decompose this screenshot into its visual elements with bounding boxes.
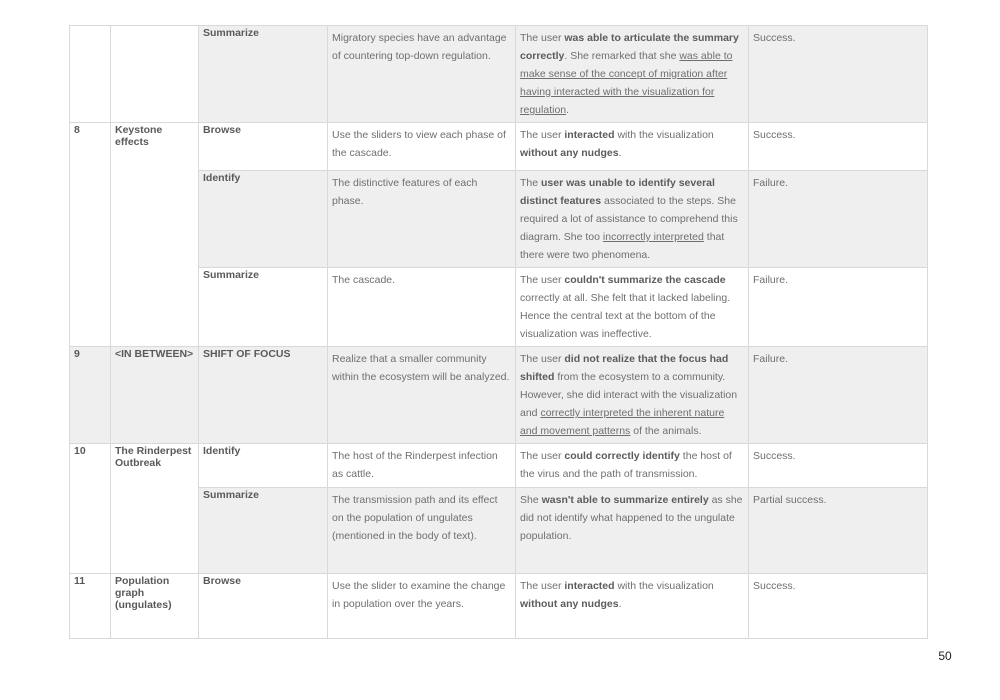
topic-cell: [111, 26, 199, 123]
table-row: [70, 26, 928, 123]
underlined-text: incorrectly interpreted: [602, 231, 704, 243]
underlined-text: was able to make sense of the concept of migration after having interacted with the visualization for regulation: [520, 50, 733, 116]
observation-cell: [516, 347, 749, 444]
emphasis-text: did not realize that the focus had shifted: [520, 353, 729, 383]
observation-text: from the ecosystem to a community. However, she did interact with the visualization and: [520, 371, 738, 419]
result-cell: Partial success.: [749, 488, 928, 574]
observation-text: The: [520, 177, 542, 189]
observation-text: associated to the steps. She required a lot of assistance to comprehend this diagram. She too: [520, 195, 738, 243]
observation-text: She: [520, 494, 542, 506]
observation-text: . She remarked that she: [564, 50, 680, 62]
goal-cell: Use the sliders to view each phase of the cascade.: [328, 123, 516, 171]
observation-text: .: [618, 598, 622, 610]
goal-cell: The transmission path and its effect on the population of ungulates (mentioned in the body of text).: [328, 488, 516, 574]
table-row: [70, 444, 928, 488]
topic-cell: Keystone effects: [111, 123, 199, 347]
goal-cell: The cascade.: [328, 268, 516, 347]
goal-cell: The host of the Rinderpest infection as cattle.: [328, 444, 516, 488]
underlined-text: correctly interpreted the inherent nature and movement patterns: [520, 407, 725, 437]
emphasis-text: user was unable to identify several distinct features: [520, 177, 715, 207]
row-number: [70, 26, 111, 123]
result-cell: Success.: [749, 444, 928, 488]
emphasis-text: without any nudges: [520, 598, 619, 610]
observation-cell: [516, 26, 749, 123]
result-cell: Failure.: [749, 347, 928, 444]
observation-cell: [516, 488, 749, 574]
task-cell: Summarize: [199, 488, 328, 574]
results-table: [69, 25, 928, 639]
result-cell: Failure.: [749, 268, 928, 347]
result-cell: Success.: [749, 574, 928, 639]
observation-cell: [516, 123, 749, 171]
page-number: 50: [938, 649, 952, 663]
goal-cell: Use the slider to examine the change in population over the years.: [328, 574, 516, 639]
table-row: [70, 347, 928, 444]
observation-text: .: [618, 147, 622, 159]
observation-text: The user: [520, 353, 565, 365]
task-cell: Browse: [199, 123, 328, 171]
result-cell: Failure.: [749, 171, 928, 268]
goal-cell: The distinctive features of each phase.: [328, 171, 516, 268]
table-row: [70, 268, 928, 347]
emphasis-text: was able to articulate the summary correctly: [520, 32, 739, 62]
observation-text: with the visualization: [614, 129, 714, 141]
observation-text: The user: [520, 32, 565, 44]
task-cell: Identify: [199, 444, 328, 488]
observation-text: with the visualization: [614, 580, 714, 592]
result-cell: Success.: [749, 26, 928, 123]
emphasis-text: interacted: [564, 129, 615, 141]
emphasis-text: interacted: [564, 580, 615, 592]
emphasis-text: could correctly identify: [564, 450, 680, 462]
topic-cell: <IN BETWEEN>: [111, 347, 199, 444]
table-row: [70, 171, 928, 268]
row-number: 10: [70, 444, 111, 574]
task-cell: Identify: [199, 171, 328, 268]
task-cell: SHIFT OF FOCUS: [199, 347, 328, 444]
row-number: 8: [70, 123, 111, 347]
observation-text: The user: [520, 450, 565, 462]
row-number: 11: [70, 574, 111, 639]
emphasis-text: wasn't able to summarize entirely: [541, 494, 709, 506]
observation-text: correctly at all. She felt that it lacked labeling. Hence the central text at the bottom of the visualization was ineffective.: [520, 292, 731, 340]
observation-text: .: [566, 104, 570, 116]
task-cell: Browse: [199, 574, 328, 639]
table-row: [70, 488, 928, 574]
observation-text: the host of the virus and the path of transmission.: [520, 450, 732, 480]
task-cell: Summarize: [199, 268, 328, 347]
row-number: 9: [70, 347, 111, 444]
observation-text: The user: [520, 129, 565, 141]
observation-text: as she did not identify what happened to the ungulate population.: [520, 494, 743, 542]
goal-cell: Realize that a smaller community within the ecosystem will be analyzed.: [328, 347, 516, 444]
observation-cell: [516, 444, 749, 488]
table-row: [70, 123, 928, 171]
topic-cell: Population graph (ungulates): [111, 574, 199, 639]
observation-cell: [516, 574, 749, 639]
observation-text: that there were two phenomena.: [520, 231, 725, 261]
observation-cell: [516, 171, 749, 268]
task-cell: Summarize: [199, 26, 328, 123]
topic-cell: The Rinderpest Outbreak: [111, 444, 199, 574]
observation-cell: [516, 268, 749, 347]
observation-text: The user: [520, 580, 565, 592]
emphasis-text: without any nudges: [520, 147, 619, 159]
emphasis-text: couldn't summarize the cascade: [564, 274, 726, 286]
table-row: [70, 574, 928, 639]
goal-cell: Migratory species have an advantage of countering top-down regulation.: [328, 26, 516, 123]
observation-text: The user: [520, 274, 565, 286]
observation-text: of the animals.: [630, 425, 702, 437]
result-cell: Success.: [749, 123, 928, 171]
